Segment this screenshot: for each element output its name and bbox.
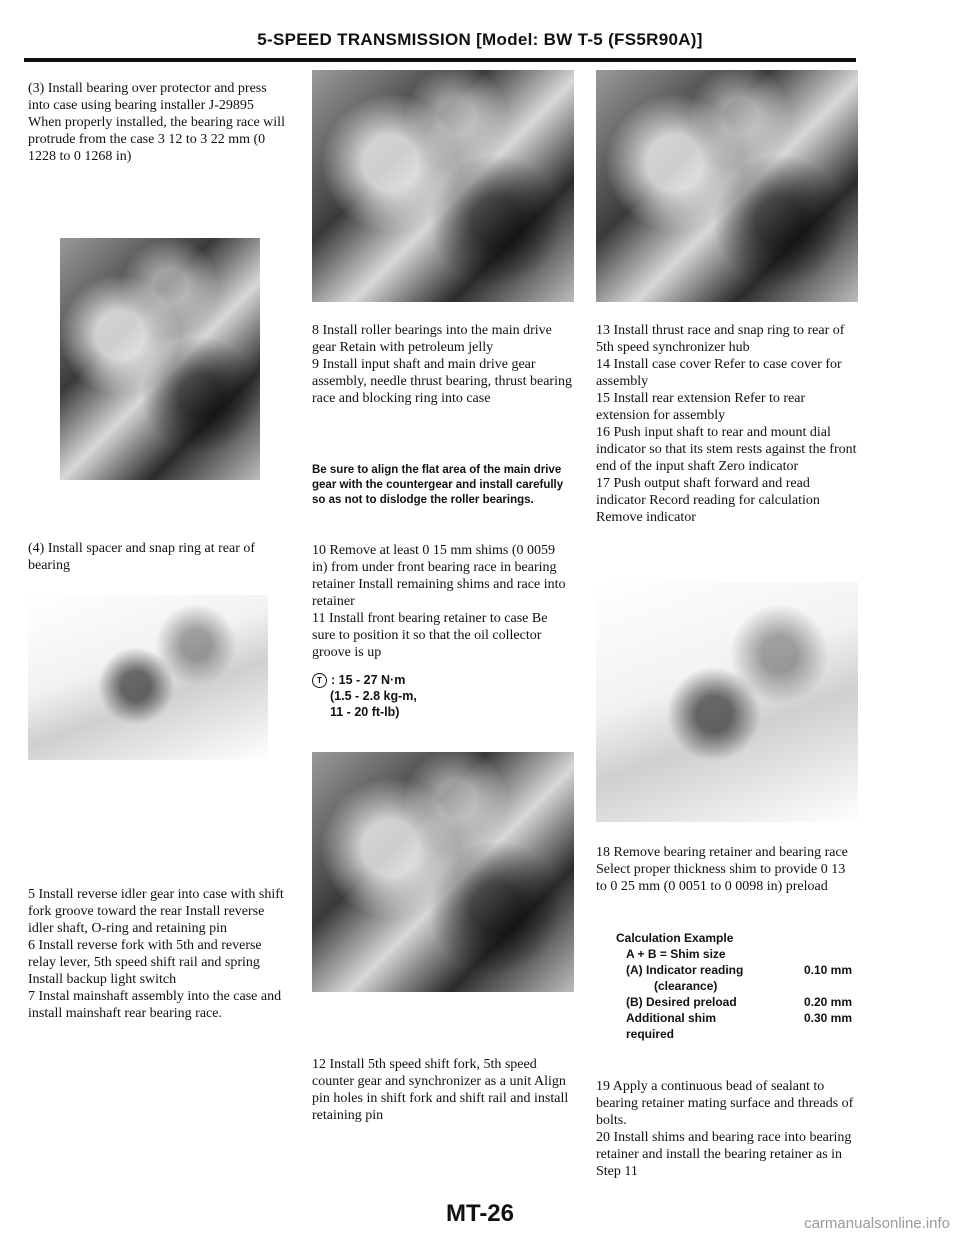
- step-15: 15 Install rear extension Refer to rear extension for assembly: [596, 391, 806, 423]
- main-drive-gear-photo: [312, 70, 574, 302]
- page-header: 5-SPEED TRANSMISSION [Model: BW T-5 (FS5R90A)]: [257, 30, 703, 49]
- caution-note: Be sure to align the flat area of the main drive gear with the countergear and install carefully so as not to dislodge the roller bearings.: [312, 464, 564, 506]
- step-19: 19 Apply a continuous bead of sealant to bearing retainer mating surface and threads of bolts.: [596, 1079, 854, 1128]
- bearing-installer-photo: [60, 238, 260, 480]
- step-16: 16 Push input shaft to rear and mount dial indicator so that its stem rests against the front end of the input shaft Zero indicator: [596, 425, 857, 474]
- page-number: MT-26: [445, 1200, 514, 1227]
- calc-title: Calculation Example: [616, 931, 734, 945]
- calc-add-value: 0.30 mm: [803, 1011, 852, 1025]
- step-3-text: (3) Install bearing over protector and press into case using bearing installer J-29895 When properly installed, the bearing race will protrude from the case 3 12 to 3 22 mm (0 1228 to 0 1268 in): [28, 81, 285, 164]
- step-13: 13 Install thrust race and snap ring to rear of 5th speed synchronizer hub: [596, 323, 845, 355]
- calc-a-note: (clearance): [654, 979, 718, 993]
- header-rule: [24, 58, 856, 62]
- calc-b-label: (B) Desired preload: [626, 995, 737, 1009]
- calculation-example: [616, 930, 852, 1042]
- case-cover-photo: [596, 70, 858, 302]
- step-5: 5 Install reverse idler gear into case with shift fork groove toward the rear Install reverse idler shaft, O-ring and retaining pin: [28, 887, 284, 936]
- watermark: carmanualsonline.info: [804, 1215, 950, 1232]
- step-6: 6 Install reverse fork with 5th and reverse relay lever, 5th speed shift rail and spring Install backup light switch: [28, 938, 262, 987]
- steps-5-7-text: [28, 886, 288, 1022]
- step-9: 9 Install input shaft and main drive gear assembly, needle thrust bearing, thrust bearing race and blocking ring into case: [312, 357, 572, 406]
- steps-8-9-text: [312, 322, 574, 407]
- step-17: 17 Push output shaft forward and read indicator Record reading for calculation Remove indicator: [596, 476, 820, 525]
- snap-ring-photo: [28, 595, 268, 760]
- steps-13-17-text: [596, 322, 858, 526]
- shift-fork-photo: [312, 752, 574, 992]
- calc-add-label: Additional shim required: [626, 1011, 716, 1041]
- step-4-text: (4) Install spacer and snap ring at rear of bearing: [28, 541, 256, 573]
- step-11: 11 Install front bearing retainer to case Be sure to position it so that the oil collector groove is up: [312, 611, 548, 660]
- steps-19-20-text: [596, 1078, 858, 1180]
- dial-indicator-photo: [596, 582, 858, 822]
- step-12-text: 12 Install 5th speed shift fork, 5th speed counter gear and synchronizer as a unit Align pin holes in shift fork and shift rail and install retaining pin: [312, 1057, 569, 1123]
- calc-b-value: 0.20 mm: [803, 995, 852, 1009]
- step-20: 20 Install shims and bearing race into bearing retainer and install the bearing retainer as in Step 11: [596, 1130, 852, 1179]
- step-10: 10 Remove at least 0 15 mm shims (0 0059 in) from under front bearing race in bearing retainer Install remaining shims and race into retainer: [312, 543, 566, 609]
- step-8: 8 Install roller bearings into the main drive gear Retain with petroleum jelly: [312, 323, 552, 355]
- calc-a-label: (A) Indicator reading: [626, 963, 744, 977]
- torque-value-kgm: (1.5 - 2.8 kg-m,: [330, 689, 417, 703]
- calc-formula: A + B = Shim size: [626, 947, 726, 961]
- calc-a-value: 0.10 mm: [803, 963, 852, 977]
- step-7: 7 Instal mainshaft assembly into the case and install mainshaft rear bearing race.: [28, 989, 282, 1021]
- steps-10-11-text: [312, 542, 574, 661]
- torque-wrench-icon: T: [312, 673, 327, 688]
- torque-value-ftlb: 11 - 20 ft-lb): [330, 705, 400, 719]
- step-18-text: 18 Remove bearing retainer and bearing race Select proper thickness shim to provide 0 13 to 0 25 mm (0 0051 to 0 0098 in) preload: [596, 845, 848, 894]
- step-14: 14 Install case cover Refer to case cover for assembly: [596, 357, 842, 389]
- torque-value-nm: : 15 - 27 N·m: [331, 673, 406, 687]
- torque-spec: [312, 672, 574, 720]
